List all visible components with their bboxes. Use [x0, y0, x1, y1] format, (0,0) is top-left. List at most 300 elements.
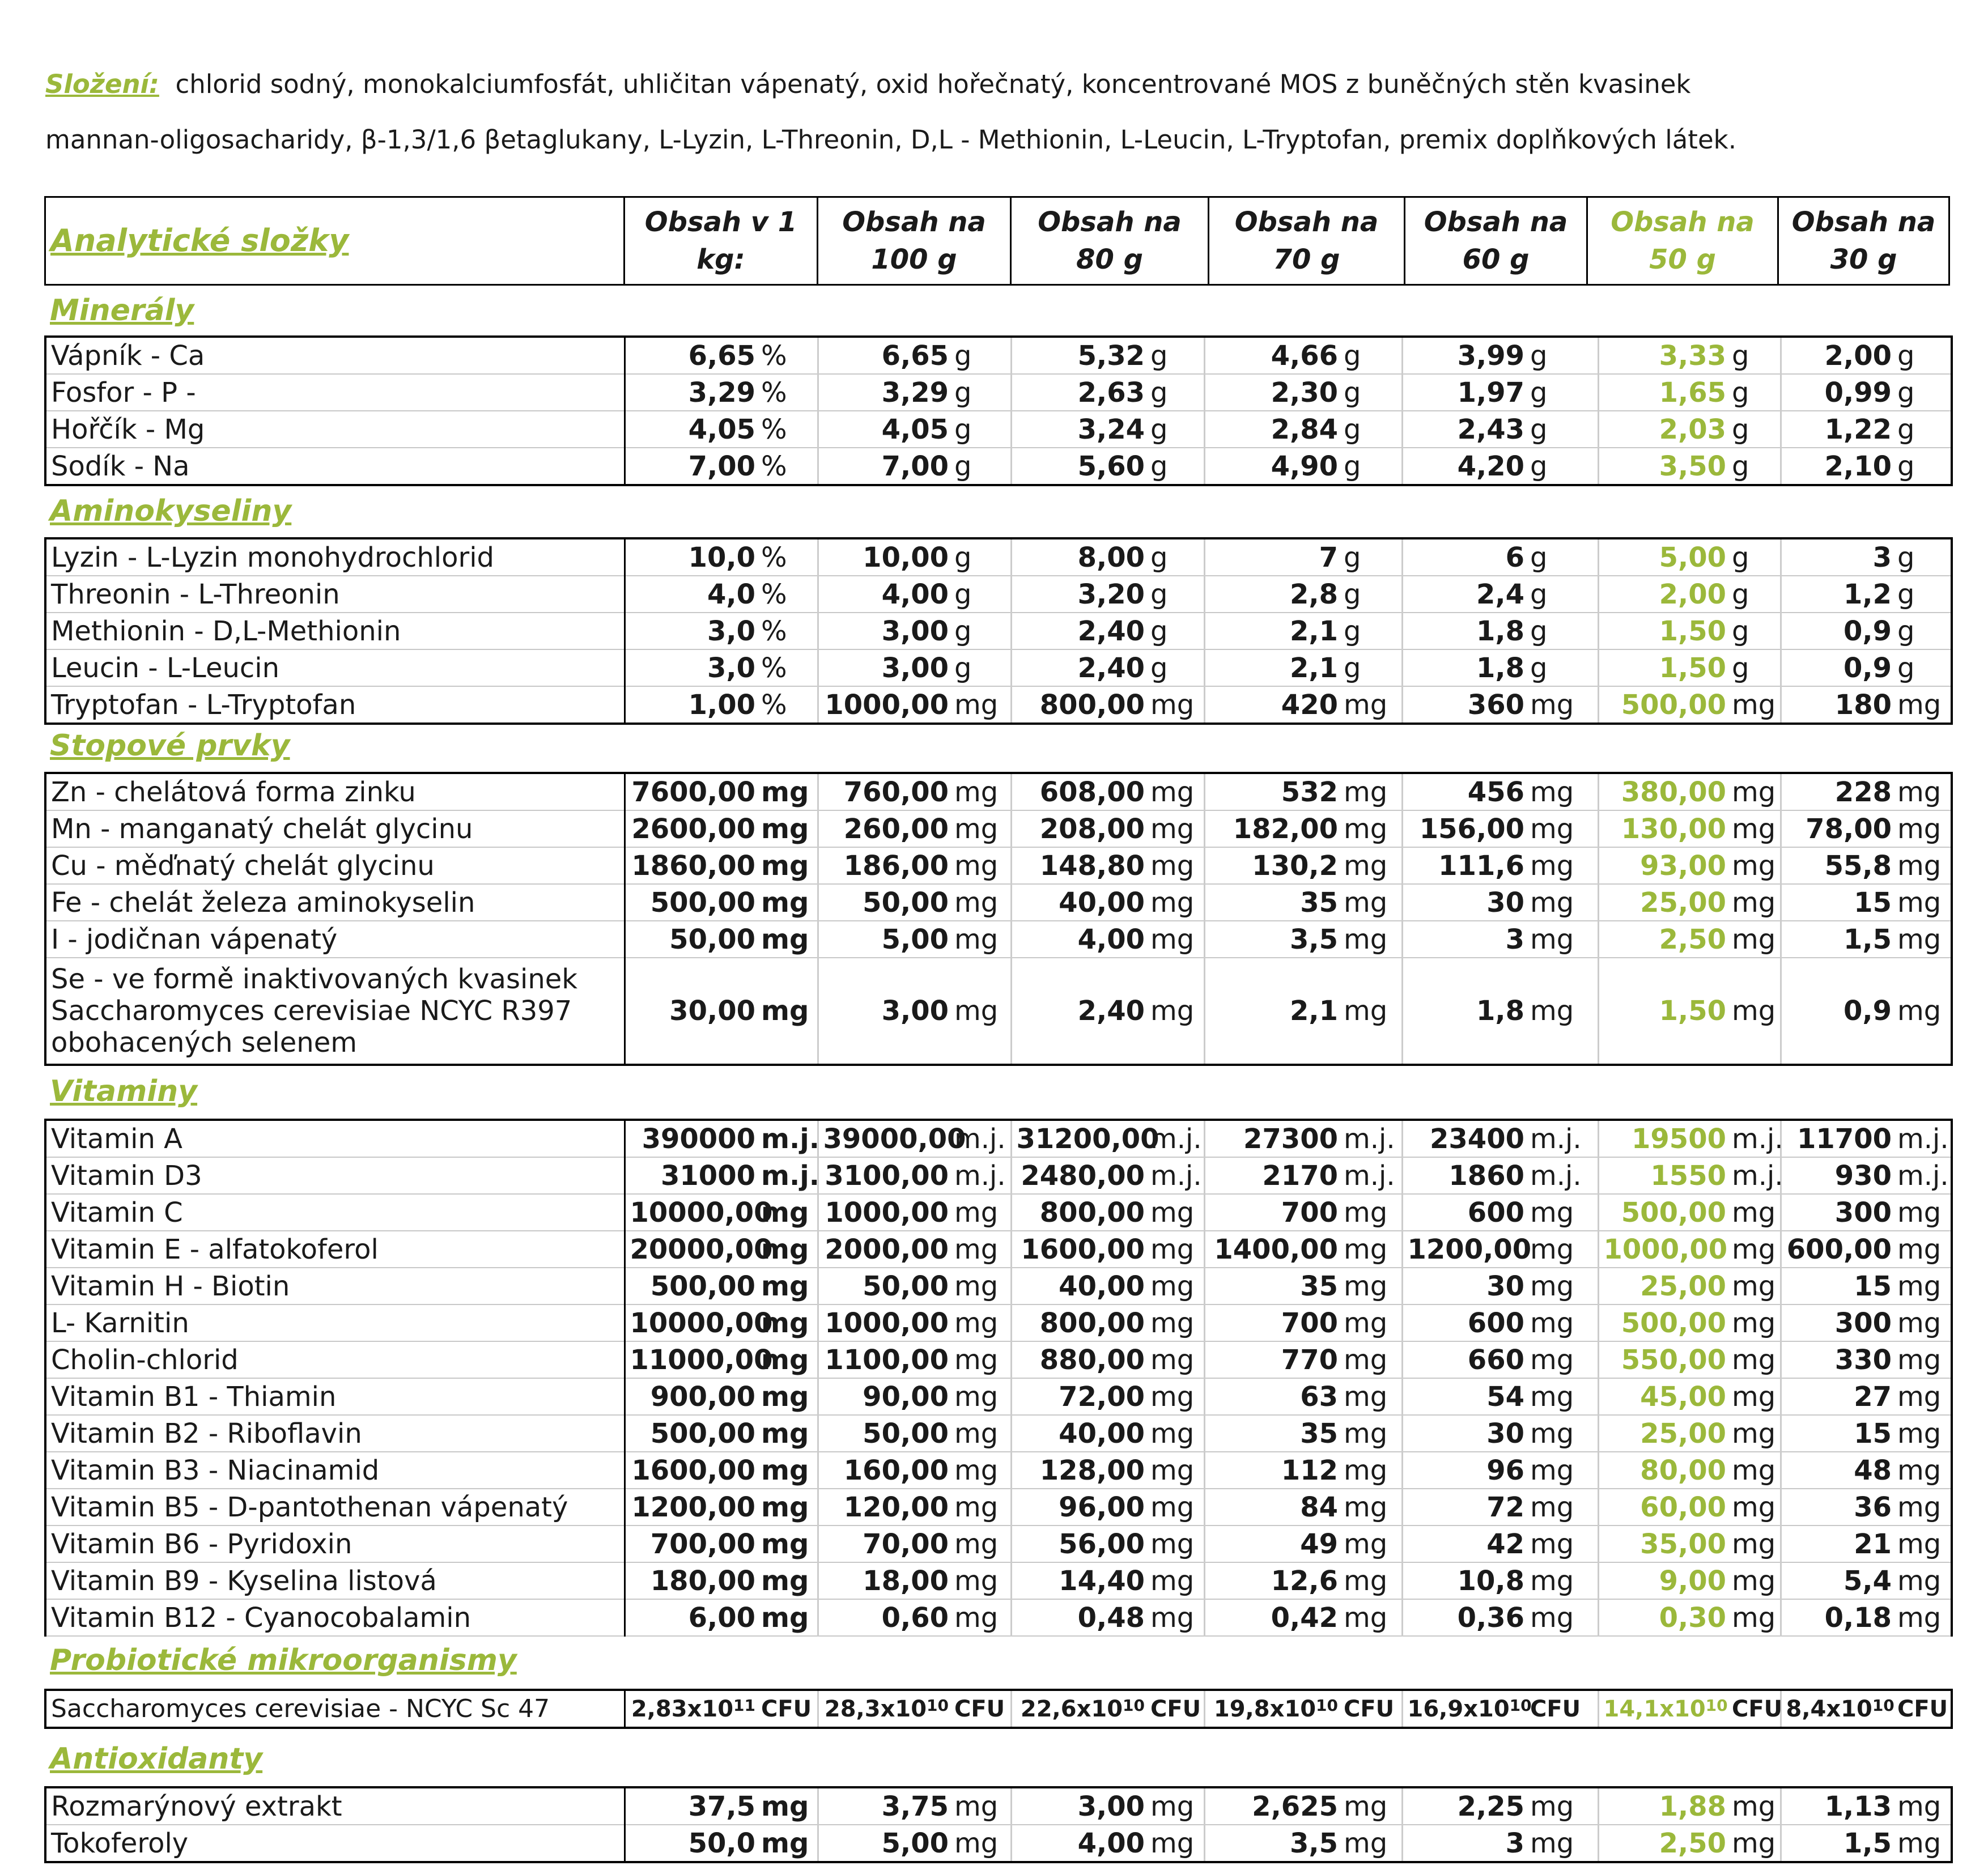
- value-cell: 70,00: [863, 1528, 949, 1560]
- minerals-table: [44, 335, 1953, 486]
- unit-cell: mg: [1728, 1304, 1781, 1341]
- value-cell: 148,80: [1039, 849, 1145, 882]
- unit-cell: mg: [951, 1304, 1011, 1341]
- value-cell: 5,00: [1659, 541, 1726, 573]
- value-cell: 50,0: [688, 1827, 755, 1859]
- unit-cell: %: [758, 613, 818, 649]
- unit-cell: mg: [951, 1599, 1011, 1636]
- value-cell: 3,20: [1077, 578, 1145, 610]
- unit-cell: mg: [1894, 1268, 1952, 1304]
- composition-line-2: [45, 112, 1938, 168]
- section-title-probiotics: Probiotické mikroorganismy: [50, 1643, 517, 1677]
- unit-cell: mg: [1527, 1268, 1598, 1304]
- value-cell: 120,00: [843, 1491, 949, 1523]
- value-cell: 4,00: [881, 578, 949, 610]
- unit-cell: mg: [1147, 1415, 1204, 1452]
- value-cell: 4,00: [1077, 923, 1145, 955]
- value-cell: 500,00: [1621, 1307, 1726, 1339]
- unit-cell: mg: [1527, 1341, 1598, 1378]
- value-cell: 78,00: [1806, 813, 1892, 845]
- value-cell: 50,00: [669, 923, 755, 955]
- value-cell: 5,00: [881, 923, 949, 955]
- value-cell: 5,60: [1077, 450, 1145, 482]
- unit-cell: mg: [758, 1341, 818, 1378]
- unit-cell: mg: [1147, 1489, 1204, 1525]
- unit-cell: mg: [1147, 1825, 1204, 1862]
- value-cell: 3,0: [707, 652, 755, 684]
- row-label: Vitamin C: [45, 1194, 625, 1231]
- unit-cell: mg: [1340, 1599, 1402, 1636]
- unit-cell: mg: [1340, 1525, 1402, 1562]
- unit-cell: mg: [1728, 1194, 1781, 1231]
- table-row: [45, 1787, 1952, 1825]
- unit-cell: m.j.: [1728, 1157, 1781, 1194]
- value-cell: 10,00: [863, 541, 949, 573]
- unit-cell: g: [1728, 411, 1781, 448]
- value-cell: 5,32: [1077, 339, 1145, 372]
- unit-cell: g: [1894, 576, 1952, 613]
- value-cell: 25,00: [1640, 886, 1726, 919]
- value-cell: 55,8: [1824, 849, 1892, 882]
- unit-cell: mg: [1728, 1825, 1781, 1862]
- value-cell: 19500: [1632, 1123, 1726, 1155]
- value-cell: 6,65: [688, 339, 755, 372]
- unit-cell: CFU: [1340, 1690, 1402, 1728]
- unit-cell: mg: [758, 1415, 818, 1452]
- unit-cell: g: [951, 374, 1011, 411]
- selenium-label-line2: Saccharomyces cerevisiae NCYC R397: [51, 995, 572, 1027]
- unit-cell: mg: [951, 1825, 1011, 1862]
- table-row: [45, 649, 1952, 686]
- table-row: [45, 374, 1952, 411]
- unit-cell: g: [1527, 374, 1598, 411]
- row-label: I - jodičnan vápenatý: [45, 921, 625, 958]
- header-col-100g: Obsah na 100 g: [818, 197, 1011, 285]
- value-cell: 2,25: [1457, 1790, 1524, 1822]
- section-title-antioxidants: Antioxidanty: [50, 1742, 263, 1776]
- unit-cell: mg: [1340, 1825, 1402, 1862]
- value-cell: 1000,00: [825, 1307, 949, 1339]
- value-cell: 156,00: [1419, 813, 1524, 845]
- unit-cell: g: [1894, 649, 1952, 686]
- value-cell: 130,2: [1252, 849, 1338, 882]
- value-cell: 228: [1834, 776, 1892, 808]
- row-label: Vitamin B3 - Niacinamid: [45, 1452, 625, 1489]
- row-label: Hořčík - Mg: [45, 411, 625, 448]
- unit-cell: g: [951, 448, 1011, 485]
- unit-cell: g: [1340, 649, 1402, 686]
- unit-cell: mg: [1728, 1489, 1781, 1525]
- unit-cell: %: [758, 448, 818, 485]
- section-title-trace: Stopové prvky: [50, 729, 290, 763]
- value-cell: 4,00: [1077, 1827, 1145, 1859]
- unit-cell: g: [1527, 448, 1598, 485]
- table-row: [45, 884, 1952, 921]
- unit-cell: mg: [758, 1452, 818, 1489]
- unit-cell: g: [951, 411, 1011, 448]
- unit-cell: g: [1894, 538, 1952, 576]
- unit-cell: mg: [951, 1194, 1011, 1231]
- table-row: [45, 337, 1952, 374]
- unit-cell: g: [1728, 448, 1781, 485]
- unit-cell: mg: [758, 921, 818, 958]
- value-cell: 63: [1300, 1380, 1338, 1413]
- composition-text-2: mannan-oligosacharidy, β-1,3/1,6 βetaglukany, L-Lyzin, L-Threonin, D,L - Methionin, L-Leucin, L-Tryptofan, premix doplňkových látek.: [45, 125, 1736, 155]
- unit-cell: mg: [1147, 1268, 1204, 1304]
- unit-cell: g: [1147, 576, 1204, 613]
- value-cell: 5,4: [1843, 1565, 1892, 1597]
- value-cell: 1,65: [1659, 376, 1726, 409]
- unit-cell: mg: [1894, 847, 1952, 884]
- row-label: Vitamin B1 - Thiamin: [45, 1378, 625, 1415]
- value-cell: 930: [1834, 1159, 1892, 1192]
- value-cell: 500,00: [650, 1417, 755, 1450]
- value-cell: 1,8: [1476, 995, 1524, 1027]
- value-cell: 600: [1467, 1196, 1524, 1229]
- value-cell: 1,5: [1843, 923, 1892, 955]
- unit-cell: g: [1894, 374, 1952, 411]
- value-cell: 50,00: [863, 1270, 949, 1302]
- unit-cell: m.j.: [1147, 1157, 1204, 1194]
- table-row: [45, 1231, 1952, 1268]
- unit-cell: mg: [1527, 1194, 1598, 1231]
- unit-cell: mg: [1147, 1231, 1204, 1268]
- table-row: [45, 1415, 1952, 1452]
- unit-cell: mg: [1340, 1341, 1402, 1378]
- header-col-50g: Obsah na 50 g: [1587, 197, 1778, 285]
- unit-cell: mg: [758, 847, 818, 884]
- unit-cell: mg: [1894, 1194, 1952, 1231]
- value-cell: 21: [1854, 1528, 1892, 1560]
- table-row: [45, 1268, 1952, 1304]
- value-cell: 18,00: [863, 1565, 949, 1597]
- row-label: L- Karnitin: [45, 1304, 625, 1341]
- unit-cell: mg: [1894, 810, 1952, 847]
- value-cell: 3,75: [881, 1790, 949, 1822]
- unit-cell: mg: [1340, 1231, 1402, 1268]
- row-label: Sodík - Na: [45, 448, 625, 485]
- value-cell: 180: [1834, 689, 1892, 721]
- unit-cell: mg: [1340, 773, 1402, 810]
- unit-cell: mg: [758, 1787, 818, 1825]
- value-cell: 35: [1300, 1270, 1338, 1302]
- value-cell: 2,50: [1659, 1827, 1726, 1859]
- table-row: [45, 1599, 1952, 1636]
- unit-cell: mg: [1894, 1304, 1952, 1341]
- value-cell: 0,60: [881, 1601, 949, 1634]
- section-title-amino: Aminokyseliny: [50, 494, 292, 528]
- value-cell: 111,6: [1438, 849, 1524, 882]
- unit-cell: mg: [758, 1268, 818, 1304]
- value-cell: 2480,00: [1021, 1159, 1145, 1192]
- unit-cell: mg: [1147, 1787, 1204, 1825]
- value-cell: 2,40: [1077, 652, 1145, 684]
- unit-cell: m.j.: [1728, 1120, 1781, 1157]
- value-cell: 700: [1281, 1307, 1338, 1339]
- unit-cell: m.j.: [758, 1157, 818, 1194]
- value-cell: 7: [1319, 541, 1338, 573]
- value-cell: 0,30: [1659, 1601, 1726, 1634]
- value-cell: 260,00: [843, 813, 949, 845]
- value-cell: 500,00: [650, 1270, 755, 1302]
- unit-cell: mg: [1728, 1378, 1781, 1415]
- unit-cell: mg: [1894, 773, 1952, 810]
- row-label: Vitamin D3: [45, 1157, 625, 1194]
- value-cell: 42: [1486, 1528, 1524, 1560]
- value-cell: 93,00: [1640, 849, 1726, 882]
- value-cell: 1,97: [1457, 376, 1524, 409]
- unit-cell: mg: [1527, 1525, 1598, 1562]
- value-cell: 1,50: [1659, 652, 1726, 684]
- unit-cell: mg: [1340, 1489, 1402, 1525]
- unit-cell: g: [1728, 374, 1781, 411]
- row-label: Cu - měďnatý chelát glycinu: [45, 847, 625, 884]
- table-row: [45, 1194, 1952, 1231]
- header-col-60g: Obsah na 60 g: [1405, 197, 1587, 285]
- table-row: [45, 1157, 1952, 1194]
- value-cell: 10000,00: [630, 1196, 773, 1229]
- header-col-80g: Obsah na 80 g: [1011, 197, 1209, 285]
- value-cell: 1,00: [688, 689, 755, 721]
- row-label: Tryptofan - L-Tryptofan: [45, 686, 625, 724]
- unit-cell: mg: [758, 958, 818, 1065]
- unit-cell: mg: [951, 1268, 1011, 1304]
- row-label: Vitamin B9 - Kyselina listová: [45, 1562, 625, 1599]
- value-cell: 1000,00: [825, 689, 949, 721]
- value-cell: 30: [1486, 1417, 1524, 1450]
- unit-cell: mg: [1147, 810, 1204, 847]
- table-row: [45, 1690, 1952, 1728]
- value-cell: 15: [1854, 1417, 1892, 1450]
- value-cell: 6,00: [688, 1601, 755, 1634]
- unit-cell: g: [1147, 613, 1204, 649]
- value-cell: 600: [1467, 1307, 1524, 1339]
- row-label: Vitamin H - Biotin: [45, 1268, 625, 1304]
- unit-cell: mg: [1527, 1378, 1598, 1415]
- table-row: [45, 448, 1952, 485]
- unit-cell: m.j.: [1527, 1120, 1598, 1157]
- value-cell: 360: [1467, 689, 1524, 721]
- unit-cell: mg: [1340, 884, 1402, 921]
- table-row: [45, 686, 1952, 724]
- value-cell: 2,8: [1289, 578, 1338, 610]
- unit-cell: mg: [1894, 958, 1952, 1065]
- table-row: [45, 1825, 1952, 1862]
- table-row: [45, 921, 1952, 958]
- unit-cell: mg: [1728, 884, 1781, 921]
- unit-cell: mg: [1728, 921, 1781, 958]
- unit-cell: mg: [1147, 773, 1204, 810]
- unit-cell: g: [951, 337, 1011, 374]
- unit-cell: mg: [1340, 1787, 1402, 1825]
- value-cell: 1860: [1448, 1159, 1524, 1192]
- value-cell: 1,5: [1843, 1827, 1892, 1859]
- value-cell: 1,13: [1824, 1790, 1892, 1822]
- value-cell: 49: [1300, 1528, 1338, 1560]
- unit-cell: mg: [1728, 1525, 1781, 1562]
- unit-cell: mg: [1728, 1452, 1781, 1489]
- header-title: Analytické složky: [45, 197, 625, 285]
- unit-cell: mg: [951, 847, 1011, 884]
- value-cell: 800,00: [1039, 1307, 1145, 1339]
- value-cell: 11700: [1797, 1123, 1892, 1155]
- unit-cell: g: [1527, 649, 1598, 686]
- value-cell: 3: [1505, 1827, 1524, 1859]
- value-cell: 550,00: [1621, 1344, 1726, 1376]
- unit-cell: g: [1147, 649, 1204, 686]
- value-cell: 160,00: [843, 1454, 949, 1486]
- cfu-value-cell: $16,9x10^{10}$: [1407, 1695, 1532, 1722]
- value-cell: 130,00: [1621, 813, 1726, 845]
- unit-cell: m.j.: [951, 1120, 1011, 1157]
- table-row: [45, 847, 1952, 884]
- cfu-value-cell: $28,3x10^{10}$: [824, 1695, 949, 1722]
- row-label: Tokoferoly: [45, 1825, 625, 1862]
- unit-cell: mg: [1728, 773, 1781, 810]
- value-cell: 0,48: [1077, 1601, 1145, 1634]
- value-cell: 50,00: [863, 886, 949, 919]
- unit-cell: mg: [1894, 1599, 1952, 1636]
- value-cell: 3: [1505, 923, 1524, 955]
- unit-cell: g: [951, 576, 1011, 613]
- unit-cell: mg: [1527, 773, 1598, 810]
- row-label-selenium: [45, 958, 625, 1065]
- value-cell: 2,1: [1289, 652, 1338, 684]
- value-cell: 3,5: [1289, 923, 1338, 955]
- value-cell: 800,00: [1039, 1196, 1145, 1229]
- row-label: Vitamin B2 - Riboflavin: [45, 1415, 625, 1452]
- unit-cell: mg: [758, 773, 818, 810]
- value-cell: 1600,00: [631, 1454, 755, 1486]
- value-cell: 128,00: [1039, 1454, 1145, 1486]
- value-cell: 112: [1281, 1454, 1338, 1486]
- value-cell: 500,00: [1621, 689, 1726, 721]
- value-cell: 4,90: [1271, 450, 1338, 482]
- unit-cell: mg: [1728, 1415, 1781, 1452]
- value-cell: 10,8: [1457, 1565, 1524, 1597]
- unit-cell: mg: [951, 1231, 1011, 1268]
- table-row: [45, 1489, 1952, 1525]
- value-cell: 96: [1486, 1454, 1524, 1486]
- table-row: [45, 1341, 1952, 1378]
- unit-cell: mg: [951, 1562, 1011, 1599]
- unit-cell: CFU: [951, 1690, 1011, 1728]
- value-cell: 1550: [1650, 1159, 1726, 1192]
- value-cell: 1,2: [1843, 578, 1892, 610]
- value-cell: 3,00: [1077, 1790, 1145, 1822]
- value-cell: 2,84: [1271, 413, 1338, 445]
- row-label: Fosfor - P -: [45, 374, 625, 411]
- table-row: [45, 613, 1952, 649]
- value-cell: 1860,00: [631, 849, 755, 882]
- row-label: Cholin-chlorid: [45, 1341, 625, 1378]
- unit-cell: m.j.: [1527, 1157, 1598, 1194]
- row-label: Methionin - D,L-Methionin: [45, 613, 625, 649]
- unit-cell: mg: [1340, 810, 1402, 847]
- value-cell: 3,00: [881, 995, 949, 1027]
- value-cell: 35: [1300, 1417, 1338, 1450]
- unit-cell: mg: [951, 773, 1011, 810]
- unit-cell: g: [1728, 337, 1781, 374]
- value-cell: 60,00: [1640, 1491, 1726, 1523]
- row-label: Vitamin B6 - Pyridoxin: [45, 1525, 625, 1562]
- value-cell: 1000,00: [1603, 1233, 1728, 1265]
- table-row: [45, 1562, 1952, 1599]
- value-cell: 182,00: [1233, 813, 1338, 845]
- value-cell: 15: [1854, 886, 1892, 919]
- unit-cell: mg: [1147, 1599, 1204, 1636]
- unit-cell: %: [758, 686, 818, 724]
- unit-cell: mg: [758, 1378, 818, 1415]
- unit-cell: %: [758, 411, 818, 448]
- unit-cell: CFU: [1527, 1690, 1598, 1728]
- value-cell: 0,9: [1843, 652, 1892, 684]
- unit-cell: mg: [951, 958, 1011, 1065]
- value-cell: 10,0: [688, 541, 755, 573]
- unit-cell: CFU: [1728, 1690, 1781, 1728]
- unit-cell: mg: [1527, 921, 1598, 958]
- unit-cell: g: [1894, 411, 1952, 448]
- value-cell: 4,20: [1457, 450, 1524, 482]
- unit-cell: mg: [1147, 921, 1204, 958]
- unit-cell: mg: [1894, 1452, 1952, 1489]
- value-cell: 1,8: [1476, 652, 1524, 684]
- value-cell: 9,00: [1659, 1565, 1726, 1597]
- value-cell: 35,00: [1640, 1528, 1726, 1560]
- value-cell: 31200,00: [1016, 1123, 1159, 1155]
- unit-cell: mg: [1147, 958, 1204, 1065]
- value-cell: 1,8: [1476, 615, 1524, 647]
- unit-cell: mg: [1894, 1489, 1952, 1525]
- value-cell: 3: [1872, 541, 1892, 573]
- unit-cell: mg: [1147, 884, 1204, 921]
- table-row: [45, 773, 1952, 810]
- value-cell: 48: [1854, 1454, 1892, 1486]
- unit-cell: mg: [951, 921, 1011, 958]
- unit-cell: %: [758, 649, 818, 686]
- unit-cell: mg: [1527, 1825, 1598, 1862]
- value-cell: 7,00: [688, 450, 755, 482]
- value-cell: 3,00: [881, 652, 949, 684]
- value-cell: 5,00: [881, 1827, 949, 1859]
- value-cell: 0,9: [1843, 995, 1892, 1027]
- amino-table: [44, 537, 1953, 725]
- unit-cell: mg: [1340, 958, 1402, 1065]
- unit-cell: mg: [951, 686, 1011, 724]
- selenium-label-line1: Se - ve formě inaktivovaných kvasinek: [51, 963, 578, 995]
- unit-cell: mg: [1340, 686, 1402, 724]
- value-cell: 420: [1281, 689, 1338, 721]
- value-cell: 0,9: [1843, 615, 1892, 647]
- unit-cell: %: [758, 374, 818, 411]
- value-cell: 2,43: [1457, 413, 1524, 445]
- unit-cell: g: [1894, 448, 1952, 485]
- header-col-70g: Obsah na 70 g: [1209, 197, 1405, 285]
- row-label: Vitamin B5 - D-pantothenan vápenatý: [45, 1489, 625, 1525]
- unit-cell: m.j.: [1147, 1120, 1204, 1157]
- value-cell: 72,00: [1059, 1380, 1145, 1413]
- unit-cell: g: [951, 649, 1011, 686]
- unit-cell: g: [951, 613, 1011, 649]
- unit-cell: mg: [758, 1825, 818, 1862]
- value-cell: 2,40: [1077, 615, 1145, 647]
- unit-cell: g: [951, 538, 1011, 576]
- unit-cell: mg: [1527, 1304, 1598, 1341]
- value-cell: 12,6: [1271, 1565, 1338, 1597]
- unit-cell: mg: [1147, 847, 1204, 884]
- unit-cell: mg: [1894, 1525, 1952, 1562]
- unit-cell: m.j.: [758, 1120, 818, 1157]
